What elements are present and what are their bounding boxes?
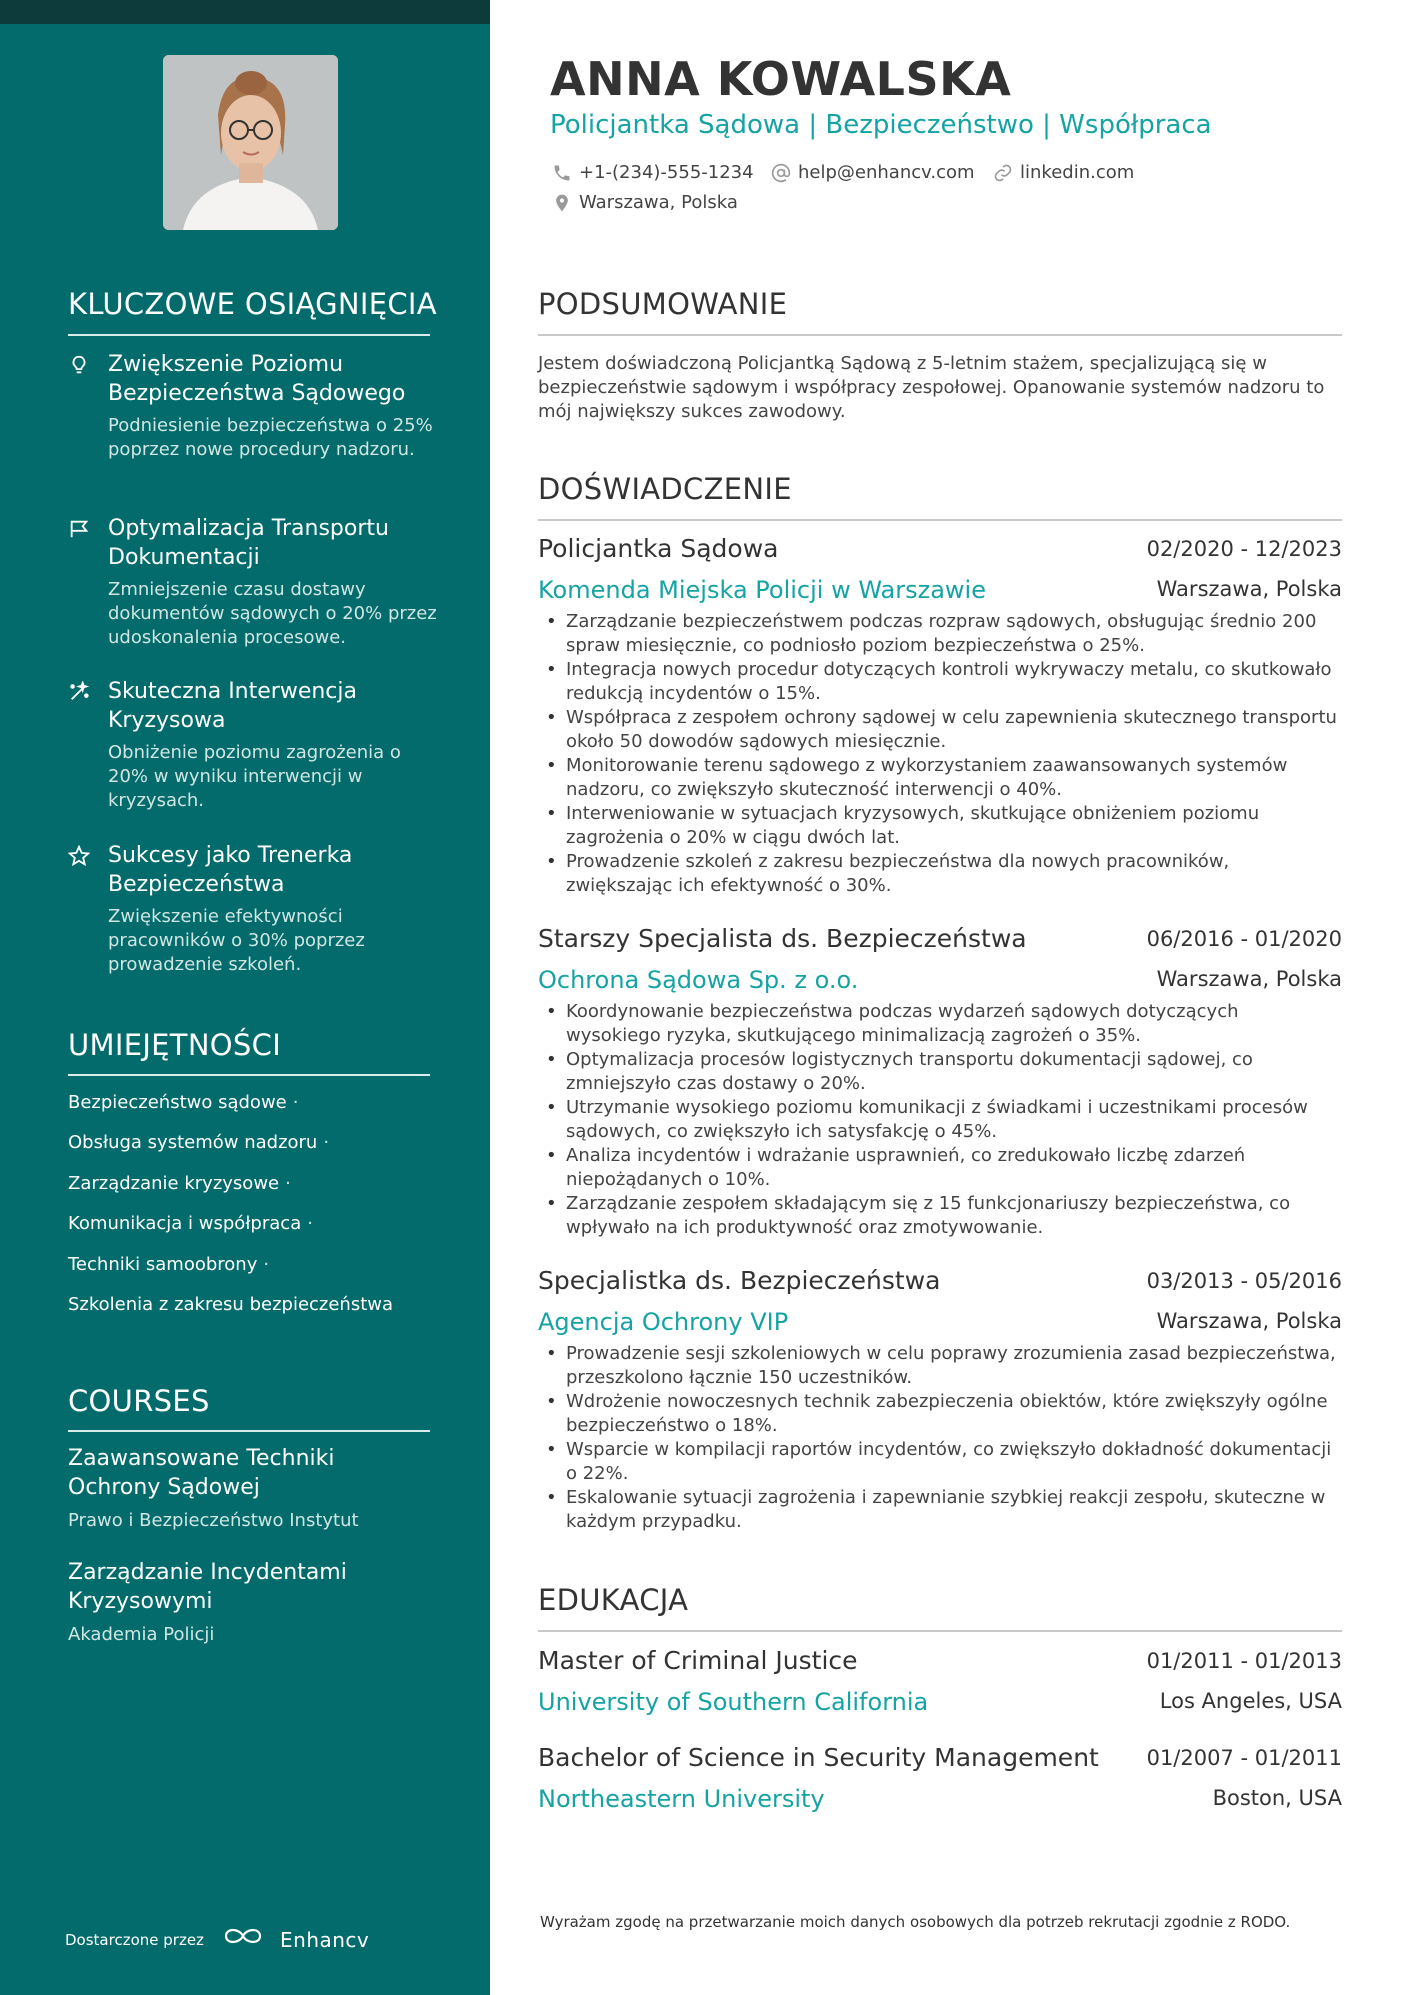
job-title: Policjantka Sądowa <box>538 534 779 563</box>
job-bullet: • Zarządzanie bezpieczeństwem podczas rozpraw sądowych, obsługując średnio 200 spraw miesięcznie, co podniosło poziom bezpieczeństwa o 25%. <box>538 610 1338 658</box>
profile-photo <box>163 55 338 230</box>
achievements-title: KLUCZOWE OSIĄGNIĘCIA <box>68 287 437 321</box>
phone-text: +1-(234)-555-1234 <box>579 162 754 183</box>
skill-item: Komunikacja i współpraca · <box>68 1213 313 1234</box>
courses-rule <box>68 1430 430 1432</box>
skill-item: Techniki samoobrony · <box>68 1254 270 1275</box>
flag-icon <box>68 518 90 540</box>
course-title: Zarządzanie Incydentami Kryzysowymi <box>68 1560 347 1614</box>
achievement-title: Sukcesy jako Trenerka Bezpieczeństwa <box>108 843 353 897</box>
course-title: Zaawansowane Techniki Ochrony Sądowej <box>68 1446 335 1500</box>
edu-dates: 01/2007 - 01/2011 <box>1146 1746 1342 1770</box>
course-org: Akademia Policji <box>68 1624 215 1645</box>
summary-title: PODSUMOWANIE <box>538 287 788 321</box>
location-text: Warszawa, Polska <box>579 192 738 213</box>
lightbulb-icon <box>68 354 90 376</box>
sidebar-top-bar <box>0 0 490 24</box>
courses-title: COURSES <box>68 1384 210 1418</box>
edu-school: University of Southern California <box>538 1688 929 1716</box>
job-company: Agencja Ochrony VIP <box>538 1308 789 1336</box>
location-pin-icon <box>552 193 572 213</box>
magic-wand-icon <box>68 681 90 703</box>
at-sign-icon <box>771 163 791 183</box>
experience-rule <box>538 519 1342 521</box>
skill-item: Szkolenia z zakresu bezpieczeństwa <box>68 1294 394 1315</box>
gdpr-consent-note: Wyrażam zgodę na przetwarzanie moich danych osobowych dla potrzeb rekrutacji zgodnie z RODO. <box>540 1913 1291 1931</box>
job-bullet: • Analiza incydentów i wdrażanie usprawnień, co zredukowało liczbę zdarzeń niepożądanych o 10%. <box>538 1144 1338 1192</box>
job-title: Specjalistka ds. Bezpieczeństwa <box>538 1266 941 1295</box>
job-bullet: • Integracja nowych procedur dotyczących kontroli wykrywaczy metalu, co skutkowało redukcją incydentów o 15%. <box>538 658 1338 706</box>
job-location: Warszawa, Polska <box>1156 577 1342 601</box>
job-location: Warszawa, Polska <box>1156 967 1342 991</box>
achievements-rule <box>68 334 430 336</box>
job-bullet: • Optymalizacja procesów logistycznych transportu dokumentacji sądowej, co zmniejszyło czas dostawy o 20%. <box>538 1048 1338 1096</box>
education-title: EDUKACJA <box>538 1583 689 1617</box>
skills-rule <box>68 1074 430 1076</box>
edu-location: Los Angeles, USA <box>1159 1689 1342 1713</box>
job-dates: 06/2016 - 01/2020 <box>1146 927 1342 951</box>
job-company: Ochrona Sądowa Sp. z o.o. <box>538 966 859 994</box>
job-dates: 02/2020 - 12/2023 <box>1146 537 1342 561</box>
job-title: Starszy Specjalista ds. Bezpieczeństwa <box>538 924 1027 953</box>
skill-item: Zarządzanie kryzysowe · <box>68 1173 291 1194</box>
achievement-desc: Obniżenie poziomu zagrożenia o 20% w wyniku interwencji w kryzysach. <box>108 742 401 811</box>
candidate-name: ANNA KOWALSKA <box>550 52 1012 106</box>
edu-degree: Master of Criminal Justice <box>538 1646 858 1675</box>
job-bullet: • Wsparcie w kompilacji raportów incydentów, co zwiększyło dokładność dokumentacji o 22%. <box>538 1438 1338 1486</box>
enhancv-brand-name: Enhancv <box>280 1928 370 1952</box>
link-icon <box>993 163 1013 183</box>
enhancv-logo-icon <box>222 1923 264 1949</box>
course-org: Prawo i Bezpieczeństwo Instytut <box>68 1510 359 1531</box>
sidebar <box>0 0 490 1995</box>
edu-location: Boston, USA <box>1212 1786 1342 1810</box>
achievement-title: Skuteczna Interwencja Kryzysowa <box>108 679 357 733</box>
education-rule <box>538 1630 1342 1632</box>
achievement-desc: Podniesienie bezpieczeństwa o 25% poprzez nowe procedury nadzoru. <box>108 415 433 460</box>
job-bullet: • Koordynowanie bezpieczeństwa podczas wydarzeń sądowych dotyczących wysokiego ryzyka, skutkującego minimalizacją zagrożeń o 35%. <box>538 1000 1338 1048</box>
job-company: Komenda Miejska Policji w Warszawie <box>538 576 986 604</box>
job-bullet: • Prowadzenie sesji szkoleniowych w celu poprawy zrozumienia zasad bezpieczeństwa, przeszkolono łącznie 150 uczestników. <box>538 1342 1338 1390</box>
job-location: Warszawa, Polska <box>1156 1309 1342 1333</box>
phone-icon <box>552 163 572 183</box>
summary-rule <box>538 334 1342 336</box>
edu-degree: Bachelor of Science in Security Management <box>538 1743 1099 1772</box>
job-bullet: • Współpraca z zespołem ochrony sądowej w celu zapewnienia skutecznego transportu około 50 dowodów sądowych miesięcznie. <box>538 706 1338 754</box>
skill-item: Obsługa systemów nadzoru · <box>68 1132 330 1153</box>
achievement-desc: Zwiększenie efektywności pracowników o 30% poprzez prowadzenie szkoleń. <box>108 906 365 975</box>
star-icon <box>68 845 90 867</box>
skill-item: Bezpieczeństwo sądowe · <box>68 1092 299 1113</box>
edu-dates: 01/2011 - 01/2013 <box>1146 1649 1342 1673</box>
candidate-subtitle: Policjantka Sądowa | Bezpieczeństwo | Współpraca <box>550 110 1212 140</box>
summary-text: Jestem doświadczoną Policjantką Sądową z 5-letnim stażem, specjalizującą się w bezpieczeństwie sądowym i współpracy zespołowej. Opanowanie systemów nadzoru to mój największy sukces zawodowy. <box>538 353 1325 422</box>
job-bullet: • Eskalowanie sytuacji zagrożenia i zapewnianie szybkiej reakcji zespołu, skuteczne w każdym przypadku. <box>538 1486 1338 1534</box>
achievement-title: Zwiększenie Poziomu Bezpieczeństwa Sądowego <box>108 352 406 406</box>
job-bullet: • Zarządzanie zespołem składającym się z 15 funkcjonariuszy bezpieczeństwa, co wpływało na ich produktywność oraz zmotywowanie. <box>538 1192 1338 1240</box>
job-bullet: • Monitorowanie terenu sądowego z wykorzystaniem zaawansowanych systemów nadzoru, co zwiększyło skuteczność interwencji o 40%. <box>538 754 1338 802</box>
job-bullet: • Wdrożenie nowoczesnych technik zabezpieczenia obiektów, które zwiększyły ogólne bezpieczeństwo o 18%. <box>538 1390 1338 1438</box>
job-bullets <box>538 1000 1338 1240</box>
achievement-title: Optymalizacja Transportu Dokumentacji <box>108 516 389 570</box>
job-dates: 03/2013 - 05/2016 <box>1146 1269 1342 1293</box>
edu-school: Northeastern University <box>538 1785 825 1813</box>
experience-title: DOŚWIADCZENIE <box>538 472 792 506</box>
job-bullet: • Utrzymanie wysokiego poziomu komunikacji z świadkami i uczestnikami procesów sądowych, co zwiększyło ich satysfakcję o 45%. <box>538 1096 1338 1144</box>
skills-title: UMIEJĘTNOŚCI <box>68 1028 282 1062</box>
job-bullets <box>538 610 1338 898</box>
job-bullet: • Prowadzenie szkoleń z zakresu bezpieczeństwa dla nowych pracowników, zwiększając ich efektywność o 30%. <box>538 850 1338 898</box>
powered-by-label: Dostarczone przez <box>65 1931 204 1949</box>
job-bullet: • Interweniowanie w sytuacjach kryzysowych, skutkujące obniżeniem poziomu zagrożenia o 20% w ciągu dwóch lat. <box>538 802 1338 850</box>
linkedin-text[interactable]: linkedin.com <box>1020 162 1135 183</box>
email-text[interactable]: help@enhancv.com <box>798 162 975 183</box>
job-bullets <box>538 1342 1338 1534</box>
achievement-desc: Zmniejszenie czasu dostawy dokumentów sądowych o 20% przez udoskonalenia procesowe. <box>108 579 437 648</box>
